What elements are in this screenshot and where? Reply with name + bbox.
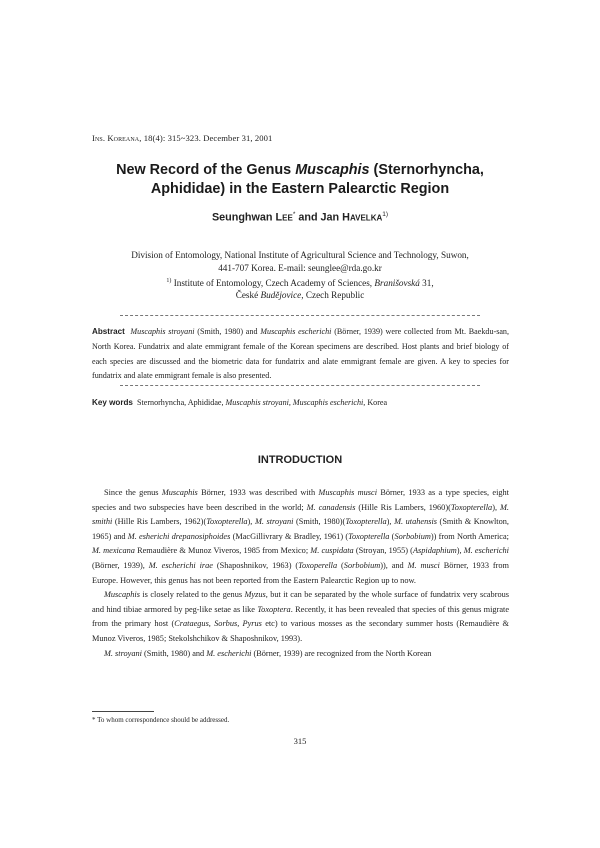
taxon-name: M. mexicana [92,546,135,556]
paragraph [92,647,509,662]
paragraph-text: ( [389,531,395,541]
author-list [80,211,520,224]
affiliation-mark: 1) [166,277,172,284]
taxon-name: Toxoptera [257,604,291,614]
taxon-name: Toxopterella [345,517,387,527]
taxon-name: Muscaphis [161,488,198,497]
taxon-name: M. escherichi [206,648,252,658]
paragraph-text: (Hille Ris Lambers, 1962)( [112,517,207,527]
paper-title [80,161,520,199]
paragraph-text: (Stroyan, 1955) ( [353,546,413,556]
taxon-name: M. esherichi drepanosiphoides [127,531,231,541]
taxon-name: M. musci [407,560,440,570]
author-given-name: Seunghwan [211,211,276,224]
abstract-text: (Börner, 1939) were collected from Mt. Baekdu-san, North Korea. Fundatrix and alate emmigrant female of the Korean specimens are described. Host plants and brief biology of each species are discussed and the biometric data for fundatrix and alate emmigrant female are given. A key to species for fundatrix and alate emmigrant female is also presented. [92,327,510,381]
abstract [92,325,509,384]
taxon-name: Muscaphis [104,590,140,600]
paragraph [92,486,509,588]
affiliation-line: České [235,290,261,301]
paragraph-text: )), and [380,560,408,570]
taxon-name: M. escherichi [463,546,509,556]
corresponding-mark: * [292,211,296,218]
keyword-text: , Korea [363,398,388,407]
paragraph-text: Börner, 1933 as a type species, eight species and two subspecies have been described in the world; [92,488,509,512]
paragraph-text: (Hille Ris Lambers, 1960)( [355,502,451,512]
taxon-name: Toxoperella [298,560,338,570]
title-text: (Sternorhyncha, [369,162,484,178]
abstract-text: (Smith, 1980) and [194,327,261,336]
taxon-name: M. smithi [92,502,509,527]
paragraph-text: ), [492,502,500,512]
paragraph-text: . Recently, it has been revealed that species of this genus migrate from the primary host ( [92,604,509,629]
divider [120,315,480,316]
author-separator: and Jan [295,211,343,224]
taxon-name: Toxopterella [450,502,493,512]
taxon-name: M. canadensis [306,502,356,512]
affiliation-line: Institute of Entomology, Czech Academy of Sciences, [171,277,375,288]
species-name: Muscaphis stroyani [225,398,289,407]
journal-name: Ins. Koreana [92,133,140,143]
taxon-name: M. utahensis [394,517,437,527]
keyword-text: , [288,398,293,407]
keyword-text: Sternorhyncha, Aphididae, [136,398,226,407]
title-text: New Record of the Genus [116,162,296,178]
paragraph-text: (Smith, 1980) and [141,648,207,658]
paragraph-text: )) from North America; [430,531,509,541]
title-line-2: Aphididae) in the Eastern Palearctic Region [150,181,450,197]
taxon-name: Aspidaphium [412,546,457,556]
taxon-name: M. stroyani [254,517,294,527]
affiliation-place: Branišovská [374,277,420,288]
taxon-name: Crataegus, Sorbus, Pyrus [174,619,262,629]
body-text [92,486,509,661]
affiliation-place: Budějovice [260,290,302,301]
taxon-name: Myzus [244,590,266,600]
taxon-name: Toxopterella [206,517,248,527]
keywords [92,398,509,407]
journal-volume-date: , 18(4): 315~323. December 31, 2001 [139,133,273,143]
taxon-name: Sorbobium [394,531,431,541]
species-name: Muscaphis escherichi [260,327,332,336]
author-family-name: Havelka [342,211,383,224]
affiliations [80,249,520,302]
paragraph-text: ), [247,517,255,527]
abstract-heading: Abstract [92,327,125,336]
paragraph-text: , but it can be separated by the whole surface of fundatrix very scabrous and hind tibiae armored by peg-like setae as like [92,590,509,614]
paragraph [92,588,509,646]
keywords-heading: Key words [92,398,133,407]
paragraph-text: (Börner, 1939) are recognized from the North Korean [251,648,432,658]
footnote-rule [92,711,154,712]
paragraph-text: ), [386,517,395,527]
paragraph-text: Börner, 1933 was described with [197,488,319,497]
paragraph-text: (Smith, 1980)( [293,517,346,527]
taxon-name: Muscaphis musci [318,488,378,497]
title-genus: Muscaphis [295,162,370,178]
affiliation-line: Division of Entomology, National Institute of Agricultural Science and Technology, Suwon, [131,250,469,260]
affiliation-line: 441-707 Korea. E-mail: seunglee@rda.go.kr [218,262,382,273]
taxon-name: M. stroyani [104,648,142,658]
paragraph-text: (Smith & Knowlton, 1965) and [92,517,509,541]
paragraph-text: Börner, 1933 from Europe. However, this genus has not been reported from the Eastern Palearctic Region up to now. [92,560,509,585]
paragraph-text: (Börner, 1939), [92,560,149,570]
paragraph-text: etc) to various mosses as the secondary summer hosts (Remaudière & Munoz Viveros, 1985; Stekolshchikov & Shaposhnikov, 1993). [92,619,510,643]
taxon-name: Toxopterella [348,531,390,541]
author-family-name: Lee [275,211,293,224]
paragraph-text: (Shaposhnikov, 1963) ( [213,560,299,570]
taxon-name: Sorbobium [343,560,381,570]
taxon-name: M. escherichi irae [148,560,213,570]
journal-citation [92,133,272,143]
divider [120,385,480,386]
affiliation-mark: 1) [382,211,389,218]
page-number: 315 [293,736,307,746]
taxon-name: M. cuspidata [310,546,354,556]
species-name: Muscaphis escherichi [292,398,364,407]
paragraph-text: (MacGillivrary & Bradley, 1961) ( [230,531,349,541]
affiliation-line: , Czech Republic [301,290,365,301]
footnote: * To whom correspondence should be addressed. [92,716,230,724]
species-name: Muscaphis stroyani [130,327,195,336]
paragraph-text: Since the genus [104,488,162,497]
paragraph-text: Remaudière & Munoz Viveros, 1985 from Mexico; [134,546,311,556]
paragraph-text: ), [456,546,464,556]
affiliation-line: 31, [419,277,434,288]
paragraph-text: ( [337,560,344,570]
section-heading: INTRODUCTION [257,454,343,466]
paragraph-text: is closely related to the genus [139,590,245,600]
